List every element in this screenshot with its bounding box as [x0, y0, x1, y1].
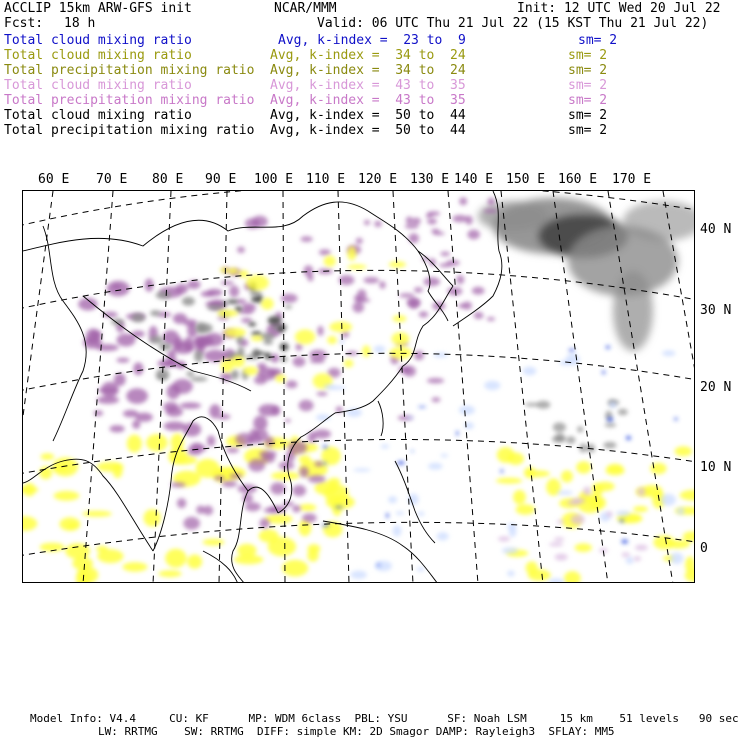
- legend-field-4: Total precipitation mixing ratio: [4, 93, 255, 108]
- legend-avg-0: Avg, k-index = 23 to 9: [278, 33, 466, 48]
- legend-field-6: Total precipitation mixing ratio: [4, 123, 255, 138]
- lon-line-60e: [23, 191, 53, 491]
- footer-physics-info: LW: RRTMG SW: RRTMG DIFF: simple KM: 2D Smagor DAMP: Rayleigh3 SFLAY: MM5: [98, 725, 615, 738]
- yellow-field-pacific: [496, 446, 695, 583]
- lon-label-7: 130 E: [410, 172, 450, 187]
- legend-avg-1: Avg, k-index = 34 to 24: [270, 48, 466, 63]
- lat-label-2: 20 N: [700, 380, 732, 395]
- mixing-ratio-fields: [23, 197, 695, 583]
- lon-label-3: 90 E: [205, 172, 237, 187]
- valid-time: Valid: 06 UTC Thu 21 Jul 22 (15 KST Thu 21 Jul 22): [317, 16, 709, 31]
- model-title: ACCLIP 15km ARW-GFS init: [4, 1, 192, 16]
- legend-avg-3: Avg, k-index = 43 to 35: [270, 78, 466, 93]
- footer-model-info: Model Info: V4.4 CU: KF MP: WDM 6class PBL: YSU SF: Noah LSM 15 km 51 levels 90 sec: [30, 712, 739, 725]
- yellow-field-china: [217, 246, 412, 389]
- legend-sm-3: sm= 2: [568, 78, 608, 93]
- legend-sm-6: sm= 2: [568, 123, 608, 138]
- lon-line-90e: [219, 191, 227, 583]
- lon-line-100e: [283, 191, 285, 583]
- lon-label-6: 120 E: [358, 172, 398, 187]
- center-label: NCAR/MMM: [274, 1, 337, 16]
- lat-label-0: 40 N: [700, 222, 732, 237]
- forecast-map: [22, 190, 695, 583]
- lon-label-8: 140 E: [454, 172, 494, 187]
- legend-avg-2: Avg, k-index = 34 to 24: [270, 63, 466, 78]
- legend-field-2: Total precipitation mixing ratio: [4, 63, 255, 78]
- fcst-label: Fcst:: [4, 16, 44, 31]
- lon-line-120e: [393, 191, 413, 583]
- light-blue-field: [316, 346, 685, 584]
- lon-label-0: 60 E: [38, 172, 70, 187]
- lon-label-9: 150 E: [506, 172, 546, 187]
- legend-avg-6: Avg, k-index = 50 to 44: [270, 123, 466, 138]
- legend-field-3: Total cloud mixing ratio: [4, 78, 192, 93]
- legend-sm-0: sm= 2: [578, 33, 618, 48]
- ne-cloud-system: [478, 198, 695, 351]
- fcst-value: 18 h: [64, 16, 96, 31]
- legend-field-5: Total cloud mixing ratio: [4, 108, 192, 123]
- west-border: [43, 226, 86, 441]
- lon-label-1: 70 E: [96, 172, 128, 187]
- legend-field-1: Total cloud mixing ratio: [4, 48, 192, 63]
- purple-field-china: [217, 216, 444, 423]
- lat-label-1: 30 N: [700, 303, 732, 318]
- legend-sm-1: sm= 2: [568, 48, 608, 63]
- yellow-field-south: [23, 434, 355, 584]
- lon-label-2: 80 E: [152, 172, 184, 187]
- init-time: Init: 12 UTC Wed 20 Jul 22: [517, 1, 721, 16]
- legend-avg-5: Avg, k-index = 50 to 44: [270, 108, 466, 123]
- lat-label-3: 10 N: [700, 460, 732, 475]
- lon-label-11: 170 E: [612, 172, 652, 187]
- lon-label-10: 160 E: [558, 172, 598, 187]
- taiwan: [378, 401, 383, 436]
- legend-field-0: Total cloud mixing ratio: [4, 33, 192, 48]
- legend-sm-2: sm= 2: [568, 63, 608, 78]
- lat-label-4: 0: [700, 541, 708, 556]
- legend-avg-4: Avg, k-index = 43 to 35: [270, 93, 466, 108]
- map-svg: [23, 191, 695, 583]
- lon-label-5: 110 E: [306, 172, 346, 187]
- legend-sm-5: sm= 2: [568, 108, 608, 123]
- lon-line-130e: [448, 191, 478, 583]
- legend-sm-4: sm= 2: [568, 93, 608, 108]
- lon-label-4: 100 E: [254, 172, 294, 187]
